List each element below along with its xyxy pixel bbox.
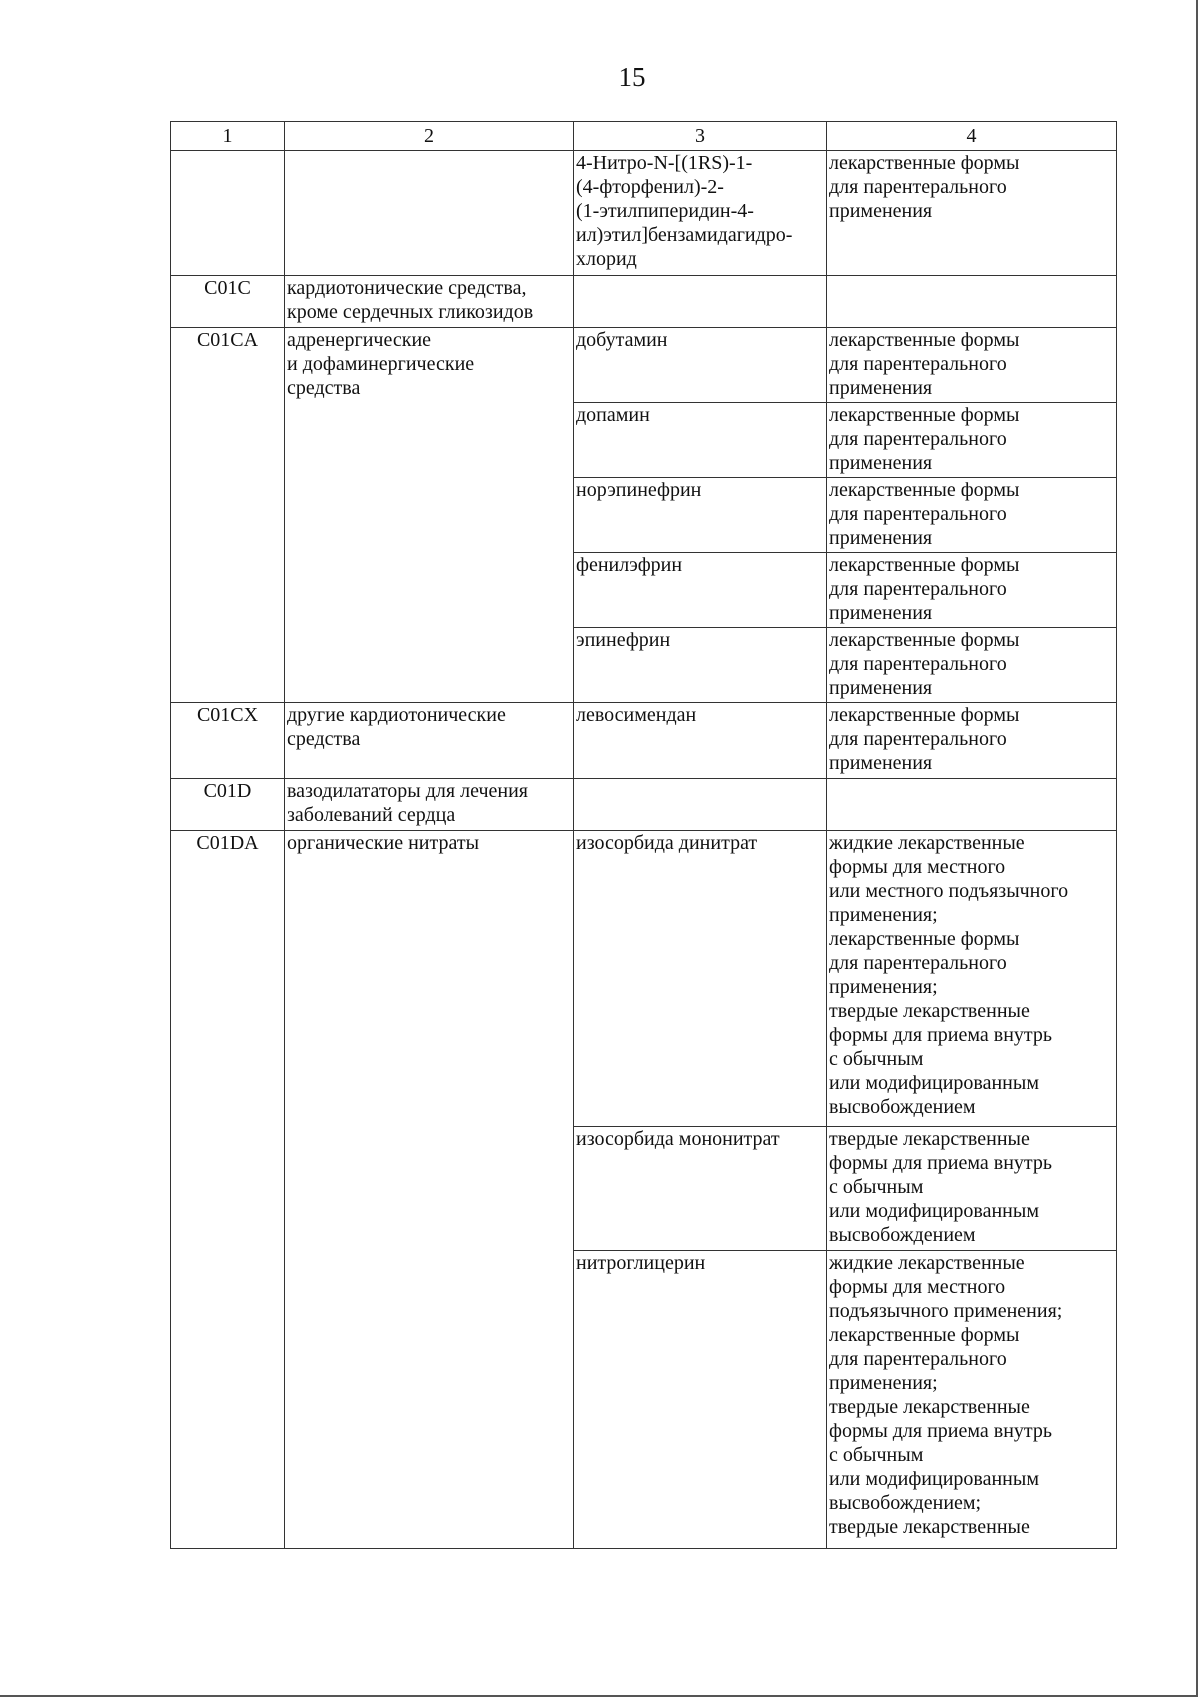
dosage-form-cell: жидкие лекарственные формы для местного или местного подъязычного применения; лекарственные формы для парентерального применения; твердые лекарственные формы для приема внутрь с обычным или модифицированным высвобождением [827,831,1117,1127]
atc-code-cell [171,151,285,276]
header-col-3: 3 [574,122,827,151]
drug-name-cell: допамин [574,403,827,478]
drug-list-table [170,121,1117,1549]
atc-code-cell: C01C [171,276,285,328]
dosage-form-cell: лекарственные формы для парентерального применения [827,703,1117,779]
dosage-form-cell: лекарственные формы для парентерального применения [827,151,1117,276]
table-row [171,328,1117,403]
dosage-form-cell: лекарственные формы для парентерального применения [827,403,1117,478]
dosage-form-cell: лекарственные формы для парентерального применения [827,328,1117,403]
table-row [171,151,1117,276]
drug-name-cell: нитроглицерин [574,1251,827,1549]
table-row [171,779,1117,831]
table-row [171,276,1117,328]
header-col-1: 1 [171,122,285,151]
group-name-cell [285,151,574,276]
page-number: 15 [618,62,646,92]
group-name-cell: органические нитраты [285,831,574,1549]
drug-name-cell: изосорбида мононитрат [574,1127,827,1251]
atc-code-cell: C01CA [171,328,285,703]
dosage-form-cell: твердые лекарственные формы для приема внутрь с обычным или модифицированным высвобождением [827,1127,1117,1251]
drug-name-cell: эпинефрин [574,628,827,703]
drug-name-cell [574,779,827,831]
atc-code-cell: C01CX [171,703,285,779]
header-col-4: 4 [827,122,1117,151]
table-row [171,831,1117,1127]
group-name-cell: адренергические и дофаминергические средства [285,328,574,703]
drug-name-cell: изосорбида динитрат [574,831,827,1127]
dosage-form-cell: лекарственные формы для парентерального применения [827,478,1117,553]
header-row [171,122,1117,151]
dosage-form-cell: жидкие лекарственные формы для местного подъязычного применения; лекарственные формы для парентерального применения; твердые лекарственные формы для приема внутрь с обычным или модифицированным высвобождением; твердые лекарственные [827,1251,1117,1549]
dosage-form-cell [827,276,1117,328]
drug-name-cell: норэпинефрин [574,478,827,553]
drug-name-cell: левосимендан [574,703,827,779]
drug-name-cell: добутамин [574,328,827,403]
group-name-cell: кардиотонические средства, кроме сердечных гликозидов [285,276,574,328]
drug-name-cell [574,276,827,328]
atc-code-cell: C01DA [171,831,285,1549]
table-row [171,703,1117,779]
header-col-2: 2 [285,122,574,151]
drug-name-cell: фенилэфрин [574,553,827,628]
dosage-form-cell: лекарственные формы для парентерального применения [827,628,1117,703]
group-name-cell: вазодилататоры для лечения заболеваний сердца [285,779,574,831]
atc-code-cell: C01D [171,779,285,831]
dosage-form-cell [827,779,1117,831]
drug-name-cell: 4-Нитро-N-[(1RS)-1- (4-фторфенил)-2- (1-этилпиперидин-4- ил)этил]бензамидагидро- хлорид [574,151,827,276]
group-name-cell: другие кардиотонические средства [285,703,574,779]
dosage-form-cell: лекарственные формы для парентерального применения [827,553,1117,628]
